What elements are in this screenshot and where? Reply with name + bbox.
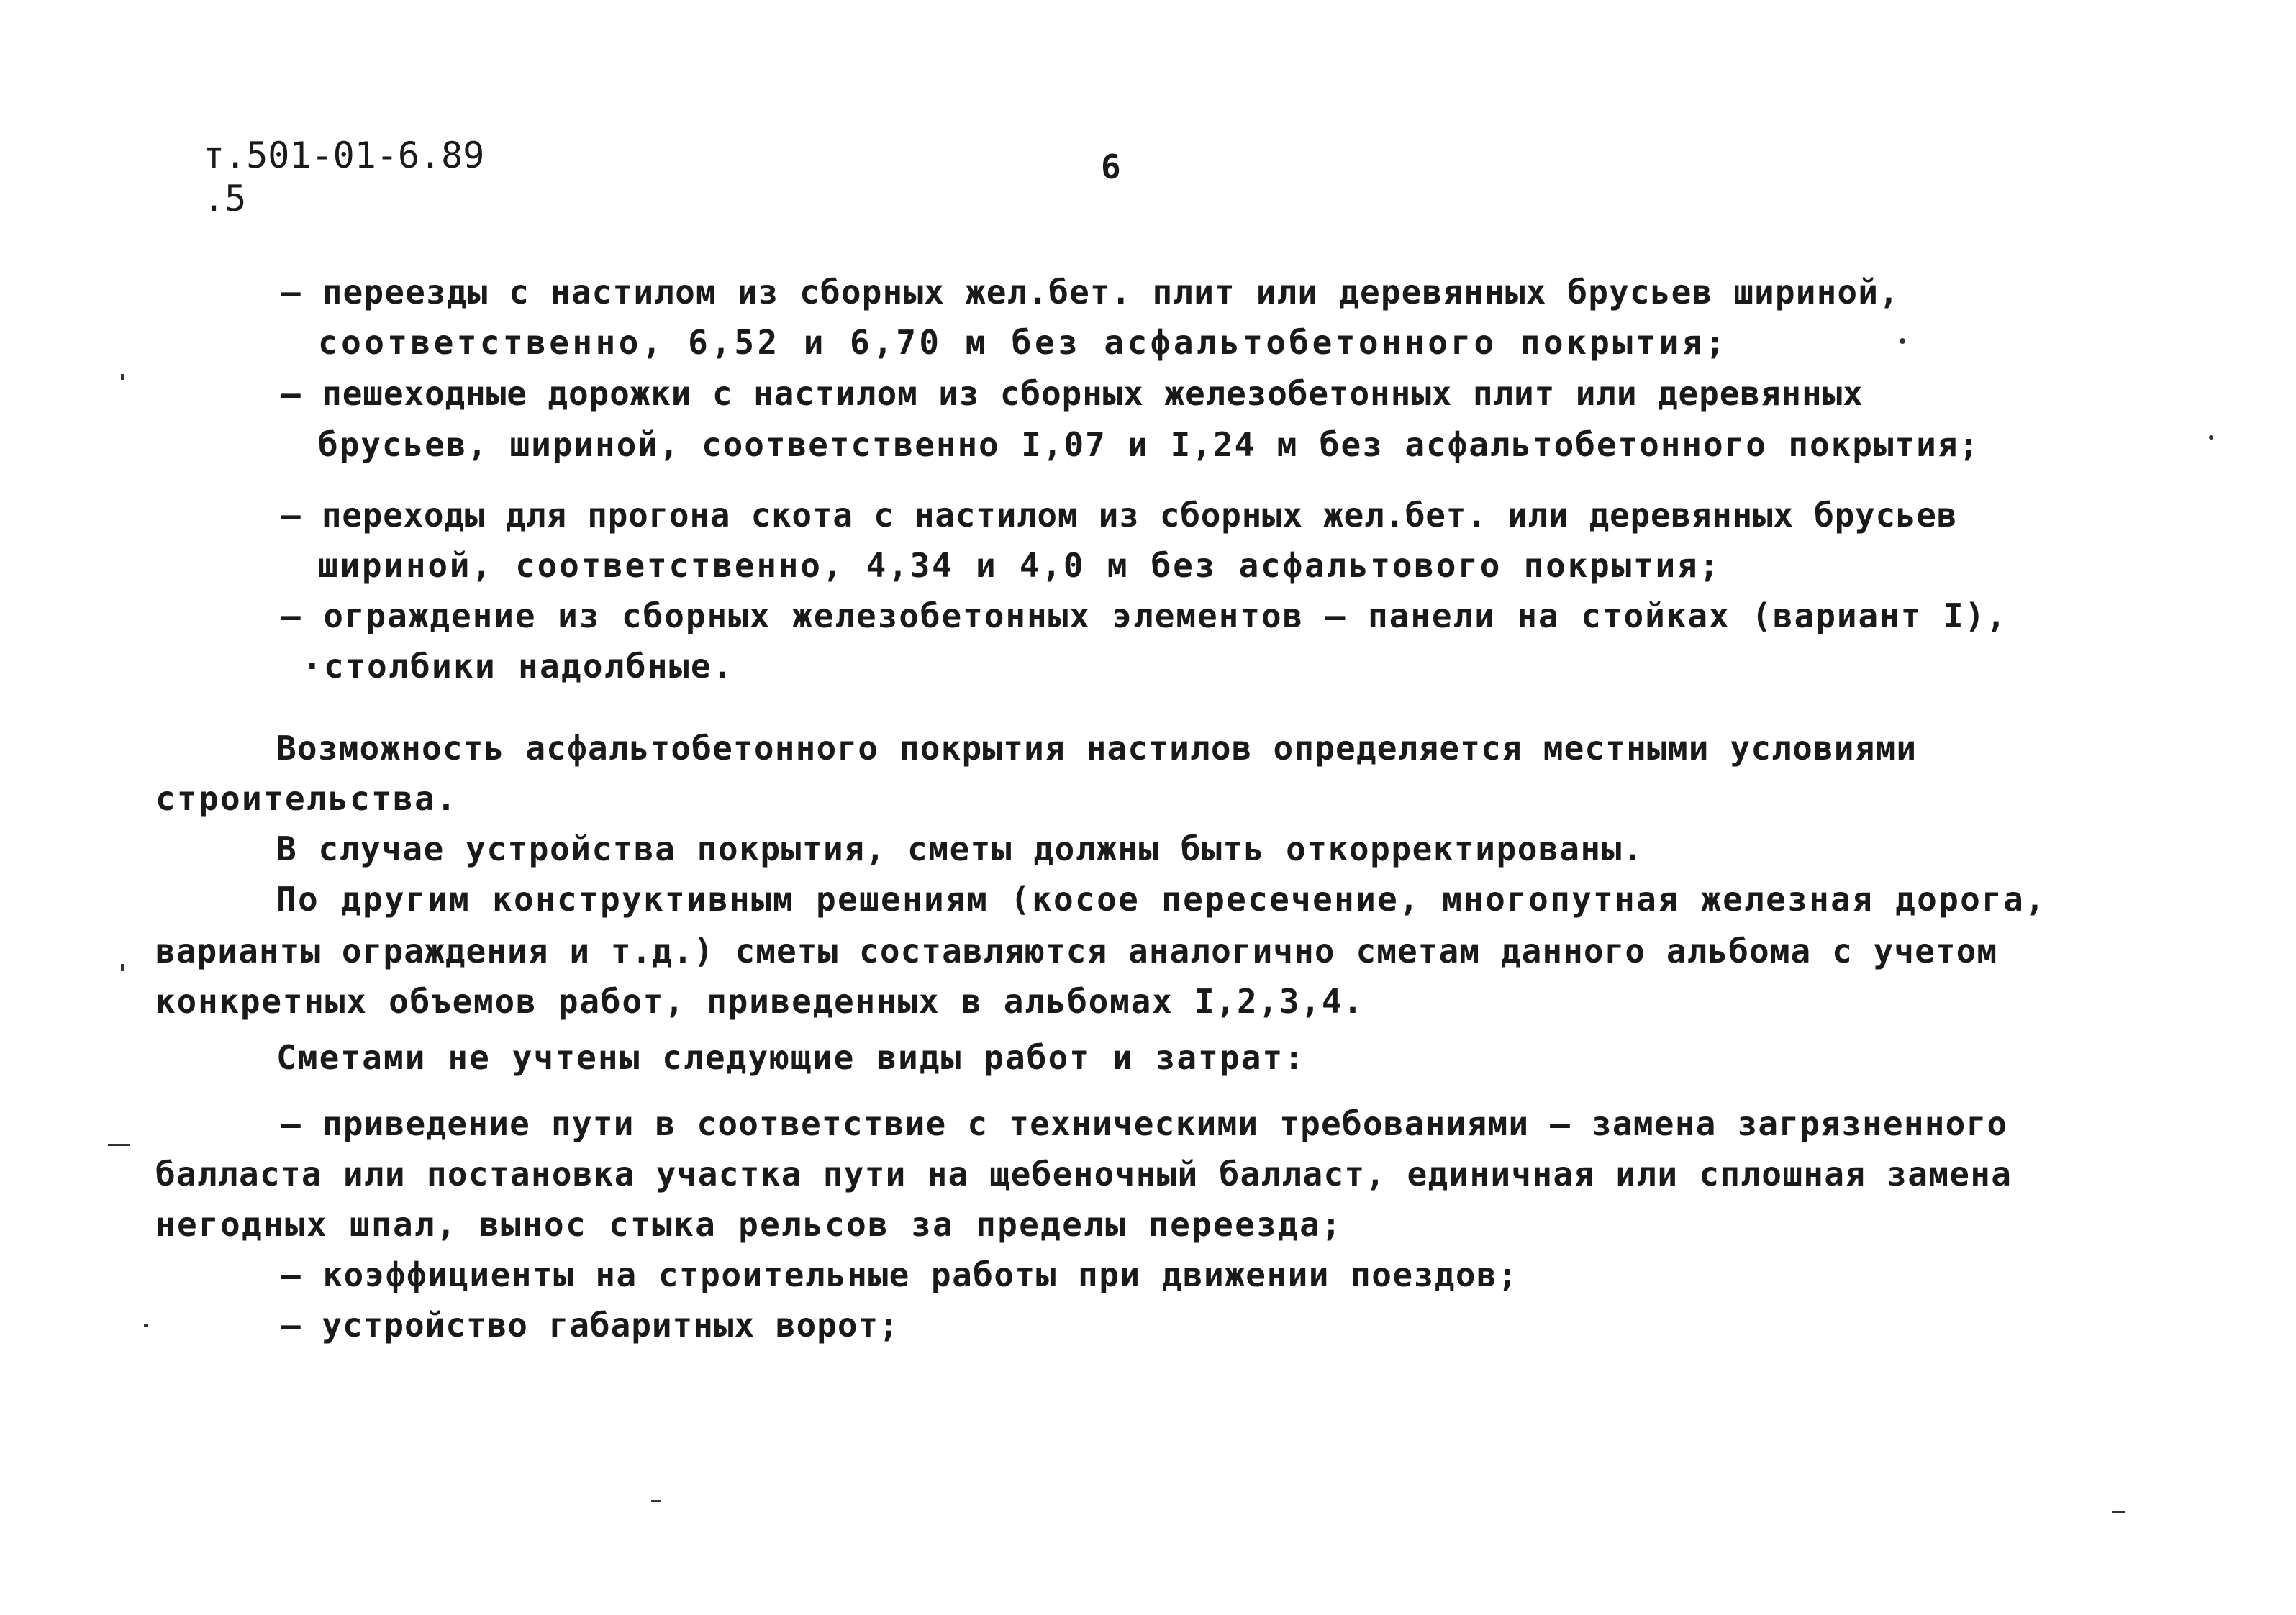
text-line-4: брусьев, шириной, соответственно I,07 и I,24 м без асфальтобетонного покрытия; [318, 425, 1980, 464]
text-line-20: – устройство габаритных ворот; [281, 1306, 899, 1345]
text-line-13: варианты ограждения и т.д.) сметы составляются аналогично сметам данного альбома с учетом [155, 932, 1998, 970]
text-line-18: негодных шпал, вынос стыка рельсов за пределы переезда; [155, 1205, 1343, 1244]
text-line-9: Возможность асфальтобетонного покрытия настилов определяется местными условиями [276, 729, 1918, 768]
text-line-14: конкретных объемов работ, приведенных в альбомах I,2,3,4. [155, 982, 1364, 1021]
text-line-11: В случае устройства покрытия, сметы должны быть откорректированы. [276, 829, 1644, 868]
scan-speck [108, 1144, 130, 1146]
text-line-10: строительства. [155, 779, 458, 818]
scan-speck [1900, 338, 1905, 344]
text-line-12: По другим конструктивным решениям (косое пересечение, многопутная железная дорога, [276, 880, 2047, 919]
text-line-7: – ограждение из сборных железобетонных элементов – панели на стойках (вариант I), [281, 596, 2007, 635]
scan-speck [2209, 435, 2213, 440]
page-number: 6 [1101, 147, 1121, 186]
text-line-6: шириной, соответственно, 4,34 и 4,0 м без асфальтового покрытия; [318, 546, 1721, 585]
scan-speck [144, 1324, 148, 1327]
text-line-19: – коэффициенты на строительные работы при движении поездов; [281, 1255, 1519, 1294]
text-line-16: – приведение пути в соответствие с техническими требованиями – замена загрязненного [281, 1104, 2008, 1143]
scan-speck [651, 1500, 661, 1502]
text-line-3: – пешеходные дорожки с настилом из сборных железобетонных плит или деревянных [281, 374, 1864, 413]
document-code-line-1: т.501-01-6.89 [203, 135, 485, 176]
scan-speck [121, 374, 124, 380]
document-code-line-2: .5 [203, 178, 247, 219]
text-line-15: Сметами не учтены следующие виды работ и затрат: [276, 1038, 1306, 1077]
document-code [203, 134, 484, 220]
text-line-5: – переходы для прогона скота с настилом из сборных жел.бет. или деревянных брусьев [281, 496, 1958, 534]
text-line-1: – переезды с настилом из сборных жел.бет. плит или деревянных брусьев шириной, [281, 273, 1900, 311]
scan-speck [121, 964, 124, 971]
scan-speck [2112, 1511, 2125, 1513]
text-line-8: ·столбики надолбные. [302, 647, 734, 686]
text-line-2: соответственно, 6,52 и 6,70 м без асфальтобетонного покрытия; [318, 323, 1728, 362]
text-line-17: балласта или постановка участка пути на щебеночный балласт, единичная или сплошная замена [155, 1155, 2013, 1193]
